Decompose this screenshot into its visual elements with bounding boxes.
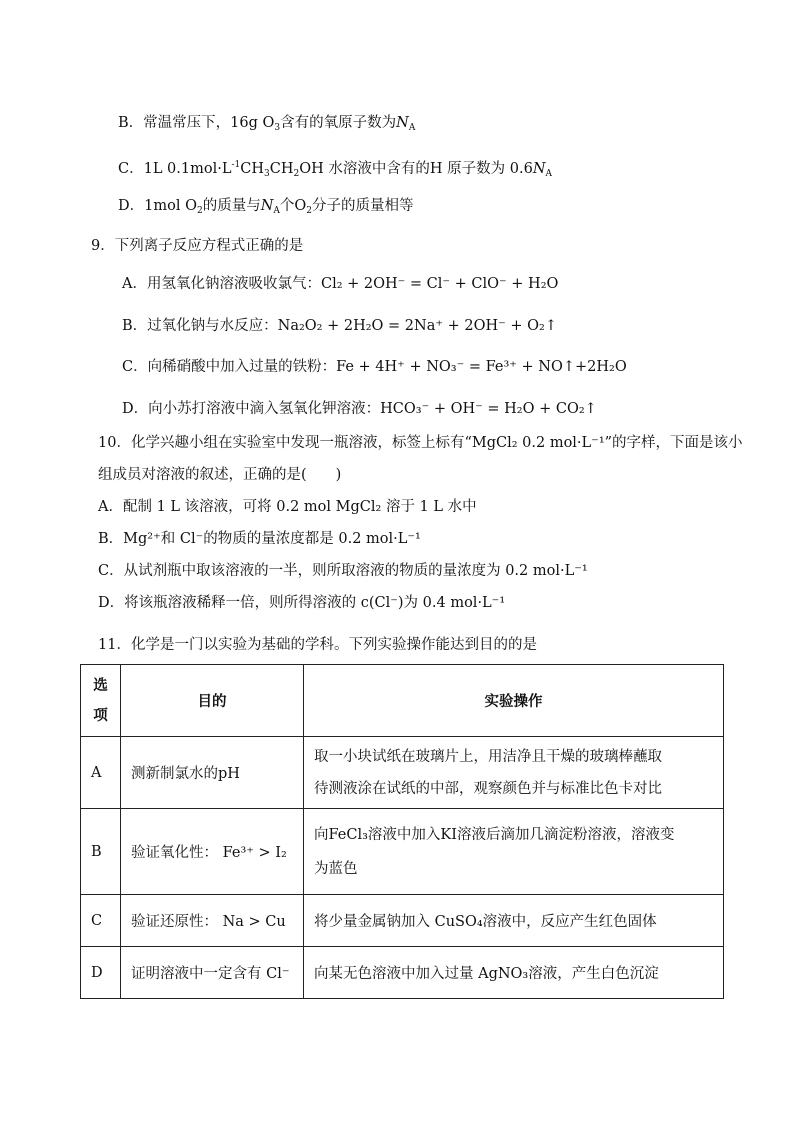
q8-c-sup: -1 xyxy=(231,160,241,170)
row-option: C xyxy=(81,895,121,947)
q9-option-a: A．用氢氧化钠溶液吸收氯气：Cl₂ + 2OH⁻ = Cl⁻ + ClO⁻ + H₂O xyxy=(122,276,559,292)
q9-title: 9．下列离子反应方程式正确的是 xyxy=(91,238,304,254)
table-row xyxy=(81,809,724,895)
q10-option-c: C．从试剂瓶中取该溶液的一半，则所取溶液的物质的量浓度为 0.2 mol·L⁻¹ xyxy=(98,563,588,579)
q10-title-line2: 组成员对溶液的叙述，正确的是( ) xyxy=(98,467,342,483)
q10-title-line1: 10．化学兴趣小组在实验室中发现一瓶溶液，标签上标有“MgCl₂ 0.2 mol·L⁻¹”的字样，下面是该小 xyxy=(98,435,743,451)
q8-option-c xyxy=(118,155,552,184)
q11-title: 11．化学是一门以实验为基础的学科。下列实验操作能达到目的的是 xyxy=(98,637,537,653)
q8-option-d xyxy=(118,196,414,221)
q9-option-d: D．向小苏打溶液中滴入氢氧化钾溶液：HCO₃⁻ + OH⁻ = H₂O + CO₂↑ xyxy=(122,401,597,417)
row-operation: 向FeCl₃溶液中加入KI溶液后滴加几滴淀粉溶液，溶液变 为蓝色 xyxy=(304,809,724,895)
q8-c-s2: 3 xyxy=(264,169,270,179)
q8-d-mid: 的质量与 xyxy=(202,198,261,214)
row-operation: 将少量金属钠加入 CuSO₄溶液中，反应产生红色固体 xyxy=(304,895,724,947)
table-header-row xyxy=(81,665,724,737)
row-operation: 向某无色溶液中加入过量 AgNO₃溶液，产生白色沉淀 xyxy=(304,947,724,999)
header-option: 选项 xyxy=(81,665,121,737)
row-goal: 证明溶液中一定含有 Cl⁻ xyxy=(121,947,304,999)
row-operation: 取一小块试纸在玻璃片上，用洁净且干燥的玻璃棒蘸取 待测液涂在试纸的中部，观察颜色并与标准比色卡对比 xyxy=(304,737,724,809)
q8-b-nsub: A xyxy=(408,123,416,133)
q8-c-m2: CH xyxy=(269,161,294,177)
q8-b-mid: 含有的氧原子数为 xyxy=(280,115,397,131)
q8-b-n: N xyxy=(396,115,409,131)
row-goal: 测新制氯水的pH xyxy=(121,737,304,809)
q8-d-sub: 2 xyxy=(196,206,203,216)
q8-c-text: C．1L 0.1mol·L xyxy=(118,161,232,177)
table-row xyxy=(81,895,724,947)
q8-b-sub: 3 xyxy=(274,123,281,133)
header-operation: 实验操作 xyxy=(304,665,724,737)
q8-d-s2: 2 xyxy=(306,206,313,216)
q9-option-b: B．过氧化钠与水反应：Na₂O₂ + 2H₂O = 2Na⁺ + 2OH⁻ + O₂↑ xyxy=(122,318,558,334)
q8-c-mid: CH xyxy=(240,161,265,177)
q11-table xyxy=(80,664,724,999)
q8-c-nsub: A xyxy=(545,169,552,179)
q9-option-c: C．向稀硝酸中加入过量的铁粉：Fe + 4H⁺ + NO₃⁻ = Fe³⁺ + NO↑+2H₂O xyxy=(122,359,627,375)
q8-d-nsub: A xyxy=(273,206,280,216)
row-goal: 验证还原性： Na > Cu xyxy=(121,895,304,947)
q10-option-d: D．将该瓶溶液稀释一倍，则所得溶液的 c(Cl⁻)为 0.4 mol·L⁻¹ xyxy=(98,595,506,611)
q8-option-b xyxy=(118,113,415,138)
row-option: D xyxy=(81,947,121,999)
header-goal: 目的 xyxy=(121,665,304,737)
q8-d-n: N xyxy=(260,198,274,214)
row-goal: 验证氧化性： Fe³⁺ > I₂ xyxy=(121,809,304,895)
q8-d-m2: 个O xyxy=(279,198,307,214)
q8-c-s3: 2 xyxy=(293,169,300,179)
q8-b-text: B．常温常压下，16g O xyxy=(118,115,275,131)
row-option: A xyxy=(81,737,121,809)
table-row xyxy=(81,737,724,809)
q8-c-m3: OH 水溶液中含有的H 原子数为 0.6 xyxy=(299,161,533,177)
q8-d-post: 分子的质量相等 xyxy=(312,198,414,214)
q8-d-text: D．1mol O xyxy=(118,198,197,214)
q10-option-a: A．配制 1 L 该溶液，可将 0.2 mol MgCl₂ 溶于 1 L 水中 xyxy=(98,499,477,515)
row-option: B xyxy=(81,809,121,895)
table-row xyxy=(81,947,724,999)
q10-option-b: B．Mg²⁺和 Cl⁻的物质的量浓度都是 0.2 mol·L⁻¹ xyxy=(98,531,421,547)
q8-c-n: N xyxy=(532,161,546,177)
